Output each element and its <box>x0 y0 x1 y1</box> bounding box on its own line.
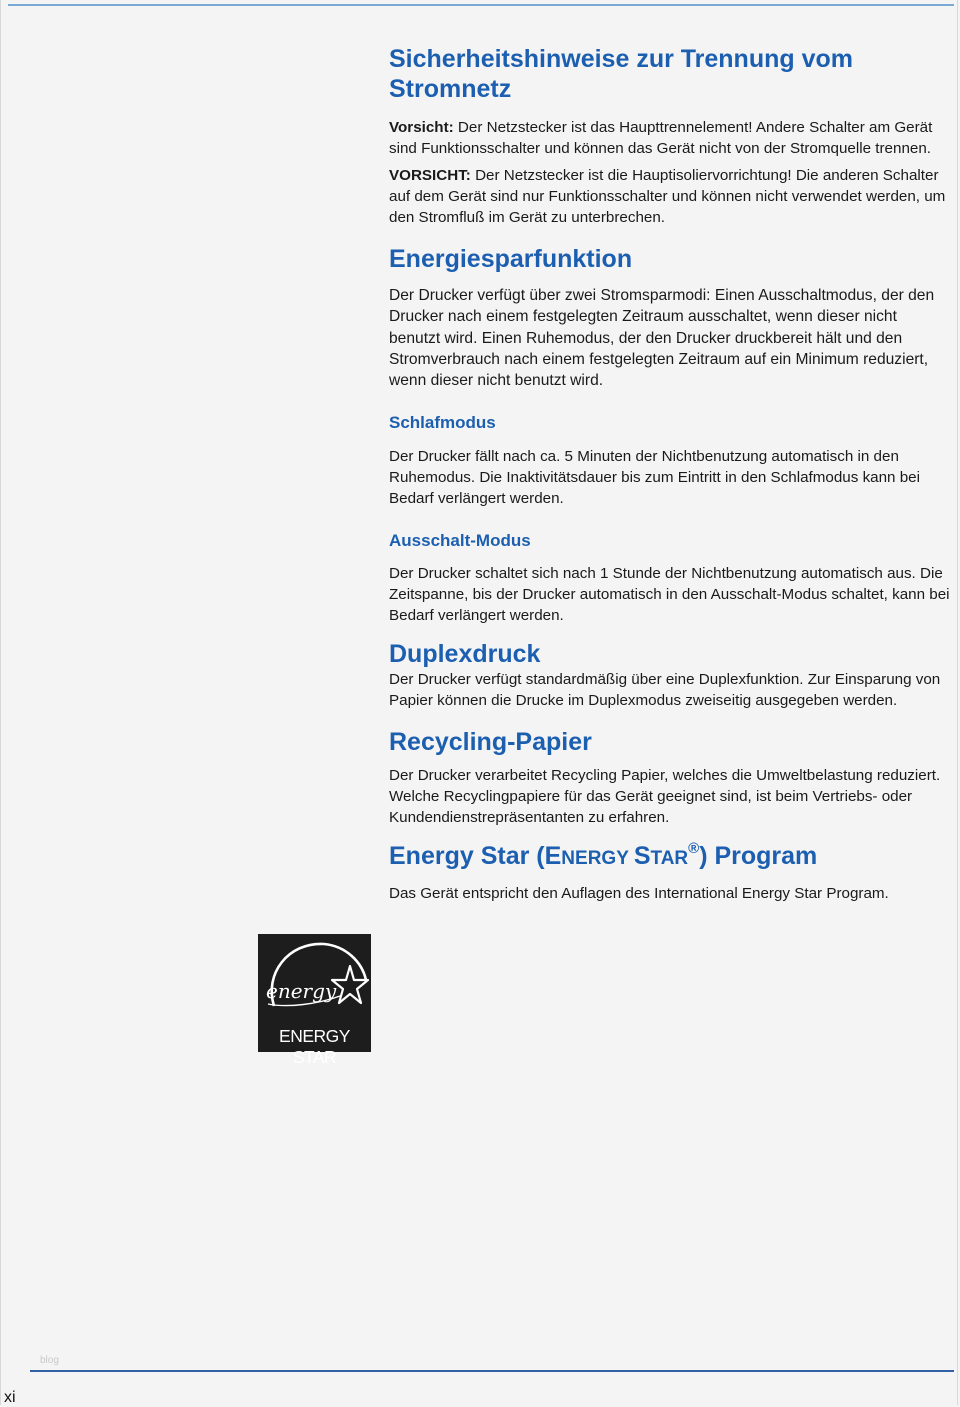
page-number: xi <box>4 1389 16 1406</box>
paragraph-sleep-mode: Der Drucker fällt nach ca. 5 Minuten der Nichtbenutzung automatisch in den Ruhemodus. Die Inaktivitätsdauer bis zum Eintritt in den Schlafmodus kann bei Bedarf verlängert werden. <box>389 448 920 508</box>
logo-script-text: energy <box>266 979 337 1003</box>
caution-label-2: VORSICHT: <box>389 167 471 184</box>
heading-off-mode: Ausschalt-Modus <box>389 531 531 551</box>
paragraph-caution-1 <box>389 117 951 159</box>
paragraph-caution-2 <box>389 165 951 228</box>
energy-star-icon <box>258 934 371 1026</box>
heading-energy-saving: Energiesparfunktion <box>389 245 633 273</box>
paragraph-energy-saving: Der Drucker verfügt über zwei Stromsparmodi: Einen Ausschaltmodus, der den Drucker nach einem festgelegten Zeitraum ausschaltet, wenn dieser nicht benutzt wird. Einen Ruhemodus, der den Drucker druckbereit hält und den Stromverbrauch nach einem festgelegten Zeitraum auf ein Minimum reduziert, wenn dieser nicht benutzt wird. <box>389 287 935 390</box>
registered-mark: ® <box>688 840 700 858</box>
content-column <box>389 44 951 904</box>
heading-duplex: Duplexdruck <box>389 640 541 669</box>
caution-label-1: Vorsicht: <box>389 119 454 136</box>
caution-text-2: Der Netzstecker ist die Hauptisoliervorrichtung! Die anderen Schalter auf dem Gerät sind nur Funktionsschalter und können nicht verwendet werden, um den Stromfluß im Gerät zu unterbrechen. <box>389 167 946 226</box>
paragraph-energy-star: Das Gerät entspricht den Auflagen des International Energy Star Program. <box>389 885 889 903</box>
paragraph-off-mode: Der Drucker schaltet sich nach 1 Stunde der Nichtbenutzung automatisch aus. Die Zeitspanne, bis der Drucker automatisch in den Ausschalt-Modus schaltet, kann bei Bedarf verlängert werden. <box>389 565 950 625</box>
top-rule <box>8 4 954 6</box>
energy-star-logo <box>258 934 371 1067</box>
heading-sleep-mode: Schlafmodus <box>389 413 496 433</box>
heading-energy-star: Energy Star (ENERGY STAR®) Program <box>389 840 818 871</box>
heading-disconnect: Sicherheitshinweise zur Trennung vom Stromnetz <box>389 45 853 103</box>
heading-recycling: Recycling-Papier <box>389 728 592 757</box>
watermark: blog <box>40 1355 59 1366</box>
logo-label: ENERGY STAR <box>279 1026 350 1067</box>
paragraph-recycling: Der Drucker verarbeitet Recycling Papier, welches die Umweltbelastung reduziert. Welche Recyclingpapiere für das Gerät geeignet sind, ist beim Vertriebs- oder Kundendienstrepräsentanten zu erfahren. <box>389 767 941 827</box>
bottom-rule <box>30 1370 954 1372</box>
paragraph-duplex: Der Drucker verfügt standardmäßig über eine Duplexfunktion. Zur Einsparung von Papier können die Drucke im Duplexmodus zweiseitig ausgegeben werden. <box>389 671 941 710</box>
caution-text-1: Der Netzstecker ist das Haupttrennelement! Andere Schalter am Gerät sind Funktionsschalter und können das Gerät nicht von der Stromquelle trennen. <box>389 119 933 157</box>
